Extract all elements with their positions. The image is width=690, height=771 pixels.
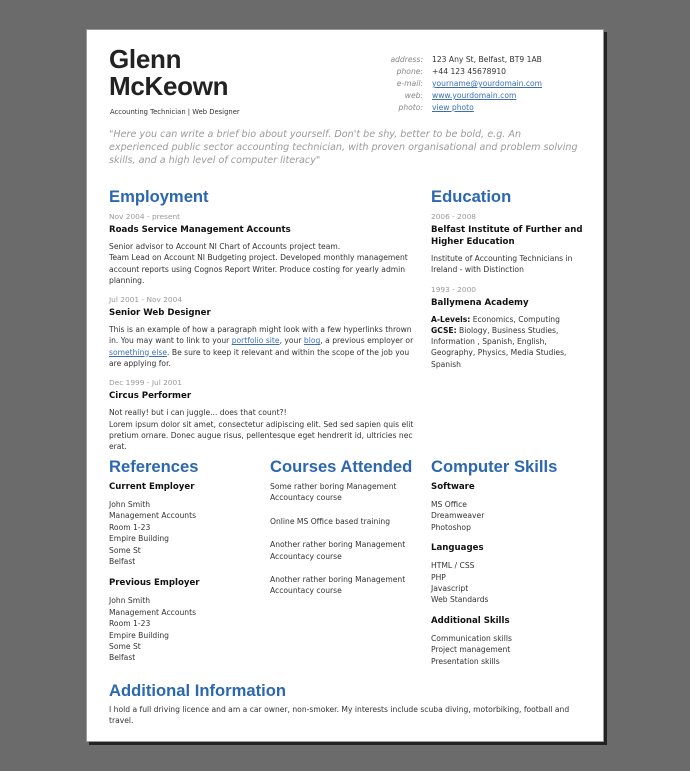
skill-group-title: Additional Skills [431, 615, 510, 626]
job-title: Circus Performer [109, 391, 192, 402]
job-entry [109, 295, 414, 369]
list-item: Empire Building [109, 630, 169, 640]
tagline: Accounting Technician | Web Designer [110, 108, 240, 116]
list-item: John Smith [109, 500, 151, 509]
job-title: Senior Web Designer [109, 308, 211, 319]
cv-page [86, 29, 604, 742]
job-entry [109, 212, 414, 286]
contact-label: photo: [398, 103, 423, 112]
job-description: Not really! but i can juggle... does that count?! Lorem ipsum dolor sit amet, consectetur adipiscing elit. Sed sed sapien quis elit pretium ornare. Donec augue risus, pellentesque eget hendrerit id, ultricies nec erat. [109, 408, 414, 452]
education-entry [431, 212, 586, 276]
full-name [109, 46, 228, 100]
job-description: Senior advisor to Account NI Chart of Accounts project team. Team Lead on Account NI Budgeting project. Developed monthly management account reports using Cognos Report Writer. Produce costing for yearly admin planning. [109, 242, 408, 285]
skill-group-title: Software [431, 482, 475, 492]
list-item: Photoshop [431, 522, 471, 532]
contact-label: address: [390, 55, 423, 64]
list-item: Belfast [109, 653, 136, 663]
skill-group-title: Languages [431, 543, 484, 554]
references-heading: References [109, 457, 199, 476]
course-item: Online MS Office based training [270, 516, 391, 526]
skill-list [431, 560, 586, 606]
website-link[interactable]: www.yourdomain.com [432, 91, 517, 100]
additional-text: I hold a full driving licence and am a car owner, non-smoker. My interests include scuba diving, motorbiking, football and travel. [109, 705, 570, 726]
reference-address [109, 499, 259, 567]
list-item: Some St [109, 545, 141, 555]
contact-row [357, 90, 597, 102]
contact-block [357, 54, 597, 114]
skills-heading: Computer Skills [431, 457, 558, 476]
contact-label: web: [404, 91, 423, 100]
course-item: Another rather boring Management Accountacy course [270, 575, 406, 596]
employment-heading: Employment [109, 187, 209, 206]
references-section [109, 458, 259, 664]
education-date: 1993 - 2000 [431, 284, 476, 294]
something-else-link[interactable]: something else [109, 347, 168, 357]
job-date: Nov 2004 - present [109, 212, 181, 221]
contact-row [357, 54, 597, 66]
list-item: Presentation skills [431, 656, 500, 666]
list-item: Javascript [431, 584, 469, 594]
skill-list [431, 499, 586, 533]
job-date: Dec 1999 - Jul 2001 [109, 378, 182, 388]
additional-section [109, 682, 589, 727]
email-link[interactable]: yourname@yourdomain.com [432, 79, 543, 88]
education-section [431, 188, 586, 379]
first-name: Glenn [109, 44, 182, 74]
education-heading: Education [431, 187, 512, 206]
list-item: Belfast [109, 557, 136, 567]
list-item: John Smith [109, 596, 151, 606]
list-item: Management Accounts [109, 511, 197, 521]
education-title: Belfast Institute of Further and Higher Education [431, 225, 583, 247]
portfolio-link[interactable]: portfolio site [231, 336, 280, 346]
reference-title: Current Employer [109, 482, 195, 492]
additional-heading: Additional Information [109, 681, 286, 700]
list-item: MS Office [431, 500, 467, 509]
education-date: 2006 - 2008 [431, 212, 476, 221]
list-item: Some St [109, 642, 141, 652]
job-title: Roads Service Management Accounts [109, 225, 291, 235]
reference-title: Previous Employer [109, 578, 200, 589]
course-item: Some rather boring Management Accountacy course [270, 482, 397, 503]
list-item: HTML / CSS [431, 561, 475, 571]
skills-section [431, 458, 586, 667]
list-item: Web Standards [431, 595, 489, 605]
list-item: Room 1-23 [109, 522, 151, 532]
job-date: Jul 2001 - Nov 2004 [109, 295, 183, 305]
education-description: Institute of Accounting Technicians in Ireland - with Distinction [431, 254, 573, 275]
list-item: Room 1-23 [109, 619, 151, 629]
list-item: Management Accounts [109, 607, 197, 617]
job-entry [109, 378, 414, 452]
courses-heading: Courses Attended [270, 457, 413, 476]
address-value: 123 Any St, Belfast, BT9 1AB [432, 55, 542, 64]
list-item: Empire Building [109, 534, 169, 544]
job-description: This is an example of how a paragraph might look with a few hyperlinks thrown in. You may want to link to your portfolio site, your blog, a previous employer or something else. Be sure to keep it relevant and within the scope of the job you are applying for. [109, 325, 414, 369]
contact-label: phone: [396, 67, 423, 76]
list-item: Dreamweaver [431, 511, 485, 521]
list-item: Project management [431, 645, 511, 655]
list-item: Communication skills [431, 633, 512, 643]
course-item: Another rather boring Management Accountacy course [270, 540, 406, 561]
blog-link[interactable]: blog [303, 336, 321, 346]
skill-list [431, 633, 586, 667]
contact-label: e-mail: [396, 79, 423, 88]
education-title: Ballymena Academy [431, 297, 529, 308]
contact-row [357, 78, 597, 90]
contact-row [357, 66, 597, 78]
contact-row [357, 102, 597, 114]
reference-address [109, 595, 259, 663]
bio: "Here you can write a brief bio about yourself. Don't be shy, better to be bold, e.g. An experienced public sector accounting technician, with proven organisational and problem solving skills, and a high level of computer literacy" [109, 129, 578, 166]
list-item: PHP [431, 572, 446, 582]
photo-link[interactable]: view photo [432, 103, 474, 112]
courses-section [270, 458, 420, 609]
education-description: A-Levels: Economics, Computing GCSE: Biology, Business Studies, Information , Spanish, English, Geography, Physics, Media Studies, Spanish [431, 314, 567, 369]
phone-value: +44 123 45678910 [432, 67, 506, 76]
education-entry [431, 285, 586, 370]
last-name: McKeown [109, 71, 229, 101]
employment-section [109, 188, 414, 462]
